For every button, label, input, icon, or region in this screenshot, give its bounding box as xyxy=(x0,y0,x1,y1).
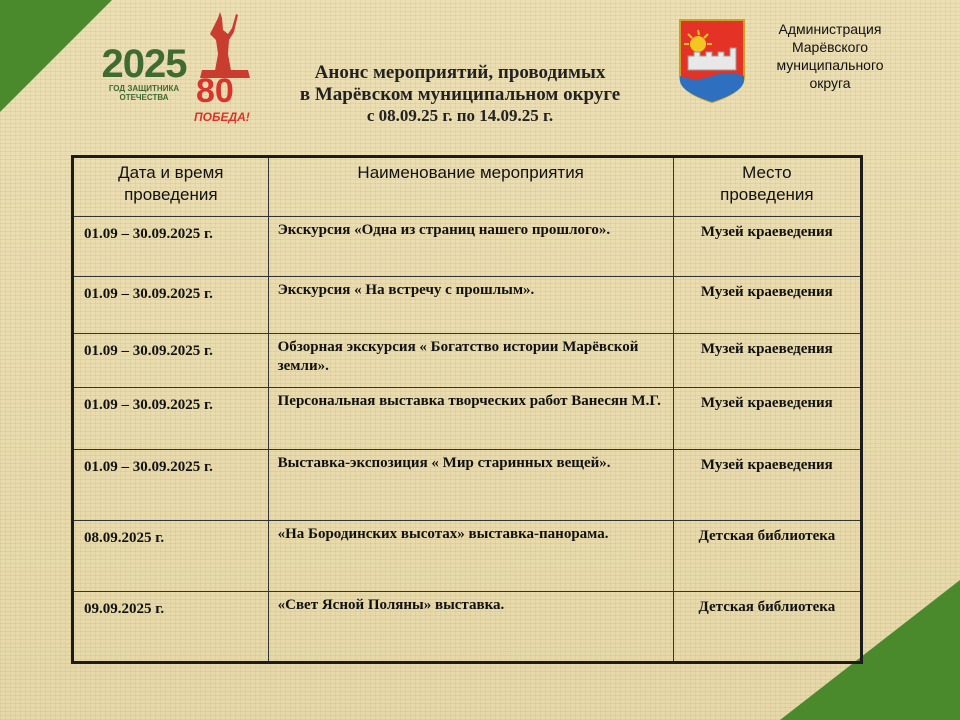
event-place: Детская библиотека xyxy=(673,521,861,592)
header-date xyxy=(73,157,269,217)
table-row xyxy=(73,521,862,592)
header-name: Наименование мероприятия xyxy=(268,157,673,217)
year-of-defender-logo xyxy=(96,44,192,102)
events-table xyxy=(71,155,863,664)
table-row xyxy=(73,334,862,388)
table-row xyxy=(73,450,862,521)
coat-of-arms-icon xyxy=(678,18,746,104)
year-number: 2025 xyxy=(101,42,187,86)
event-place: Музей краеведения xyxy=(673,334,861,388)
event-name: Экскурсия «Одна из страниц нашего прошлого». xyxy=(268,217,673,277)
table-row xyxy=(73,217,862,277)
header-place-line-2: проведения xyxy=(720,185,814,204)
title-date-range: с 08.09.25 г. по 14.09.25 г. xyxy=(366,106,554,125)
event-name: Обзорная экскурсия « Богатство истории Марёвской земли». xyxy=(268,334,673,388)
event-date: 01.09 – 30.09.2025 г. xyxy=(73,334,269,388)
event-name: Экскурсия « На встречу с прошлым». xyxy=(268,277,673,334)
motherland-statue-icon xyxy=(192,10,258,80)
page-title xyxy=(250,62,670,126)
admin-line-3: муниципального xyxy=(776,57,884,73)
header-place-line-1: Место xyxy=(742,163,792,182)
event-place: Детская библиотека xyxy=(673,592,861,663)
event-date: 08.09.2025 г. xyxy=(73,521,269,592)
title-line-2: в Марёвском муниципальном округе xyxy=(299,84,621,105)
year-caption-2: ОТЕЧЕСТВА xyxy=(119,93,169,102)
header-date-line-2: проведения xyxy=(124,185,218,204)
header-place xyxy=(673,157,861,217)
event-date: 01.09 – 30.09.2025 г. xyxy=(73,388,269,450)
table-row xyxy=(73,277,862,334)
event-name: Выставка-экспозиция « Мир старинных вещей». xyxy=(268,450,673,521)
victory-word: ПОБЕДА! xyxy=(194,110,250,124)
event-name: «Свет Ясной Поляны» выставка. xyxy=(268,592,673,663)
victory-number: 80 xyxy=(196,72,234,110)
event-place: Музей краеведения xyxy=(673,277,861,334)
admin-line-4: округа xyxy=(809,75,851,91)
admin-line-1: Администрация xyxy=(778,21,882,37)
event-name: Персональная выставка творческих работ Ванесян М.Г. xyxy=(268,388,673,450)
event-date: 01.09 – 30.09.2025 г. xyxy=(73,217,269,277)
table-header-row xyxy=(73,157,862,217)
table-row xyxy=(73,592,862,663)
admin-line-2: Марёвского xyxy=(791,39,869,55)
event-name: «На Бородинских высотах» выставка-панорама. xyxy=(268,521,673,592)
table-row xyxy=(73,388,862,450)
event-date: 01.09 – 30.09.2025 г. xyxy=(73,277,269,334)
victory-80-logo xyxy=(192,10,258,128)
event-place: Музей краеведения xyxy=(673,217,861,277)
event-place: Музей краеведения xyxy=(673,450,861,521)
event-place: Музей краеведения xyxy=(673,388,861,450)
header-date-line-1: Дата и время xyxy=(118,163,224,182)
event-date: 01.09 – 30.09.2025 г. xyxy=(73,450,269,521)
title-line-1: Анонс мероприятий, проводимых xyxy=(314,62,606,83)
event-date: 09.09.2025 г. xyxy=(73,592,269,663)
administration-label xyxy=(750,20,910,92)
year-caption-1: ГОД ЗАЩИТНИКА xyxy=(108,84,180,93)
